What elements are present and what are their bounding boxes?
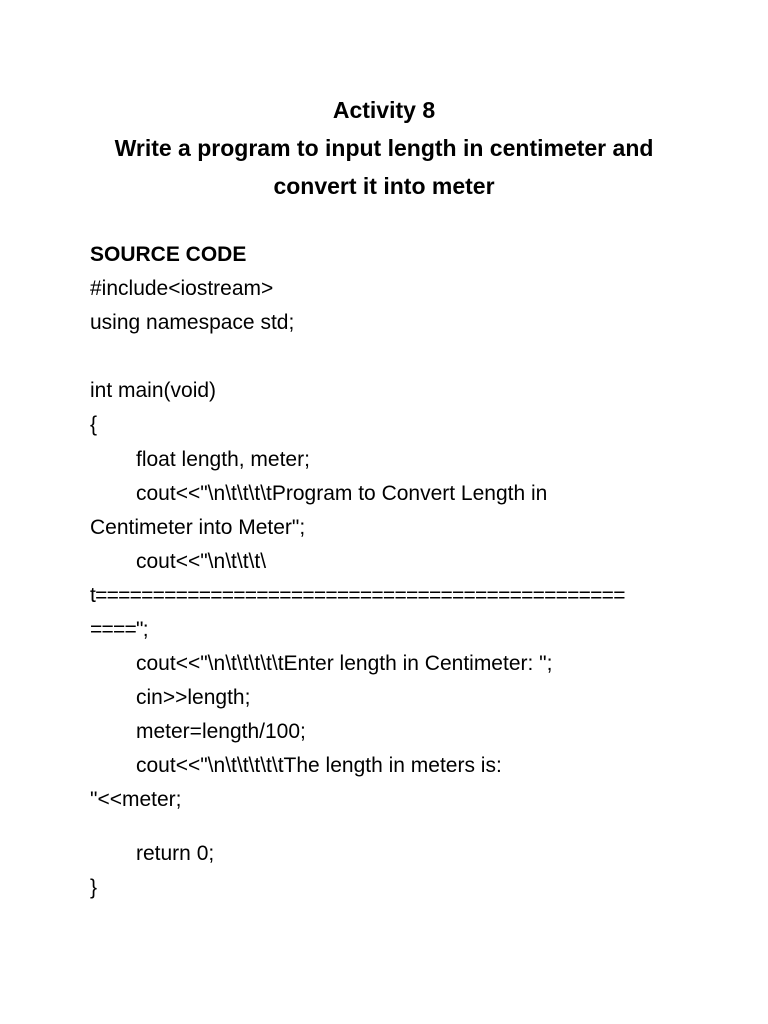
code-line-rule: t============================================== bbox=[90, 584, 625, 607]
code-line-cout-rule: cout<<"\n\t\t\t\ bbox=[136, 550, 267, 573]
task-title-line-1: Write a program to input length in centimeter and bbox=[114, 135, 654, 161]
source-code-label: SOURCE CODE bbox=[90, 243, 247, 266]
code-line-declare: float length, meter; bbox=[136, 448, 310, 471]
code-line-open-brace: { bbox=[90, 413, 98, 436]
code-line-cin: cin>>length; bbox=[136, 686, 251, 709]
code-line-include: #include<iostream> bbox=[90, 277, 274, 300]
code-line-cout-prompt: cout<<"\n\t\t\t\t\tEnter length in Centimeter: "; bbox=[136, 652, 553, 675]
code-line-cout-title-wrap: Centimeter into Meter"; bbox=[90, 516, 306, 539]
code-line-return: return 0; bbox=[136, 842, 215, 865]
code-line-cout-result-wrap: "<<meter; bbox=[90, 788, 182, 811]
code-line-cout-result: cout<<"\n\t\t\t\t\tThe length in meters is: bbox=[136, 754, 502, 777]
task-title-line-2: convert it into meter bbox=[273, 173, 495, 199]
code-line-namespace: using namespace std; bbox=[90, 311, 295, 334]
activity-heading: Activity 8 bbox=[332, 97, 436, 123]
code-line-main: int main(void) bbox=[90, 379, 217, 402]
code-line-rule-end: ===="; bbox=[90, 618, 148, 641]
code-line-cout-title: cout<<"\n\t\t\t\tProgram to Convert Length in bbox=[136, 482, 548, 505]
code-line-close-brace: } bbox=[90, 876, 98, 899]
code-line-compute: meter=length/100; bbox=[136, 720, 306, 743]
